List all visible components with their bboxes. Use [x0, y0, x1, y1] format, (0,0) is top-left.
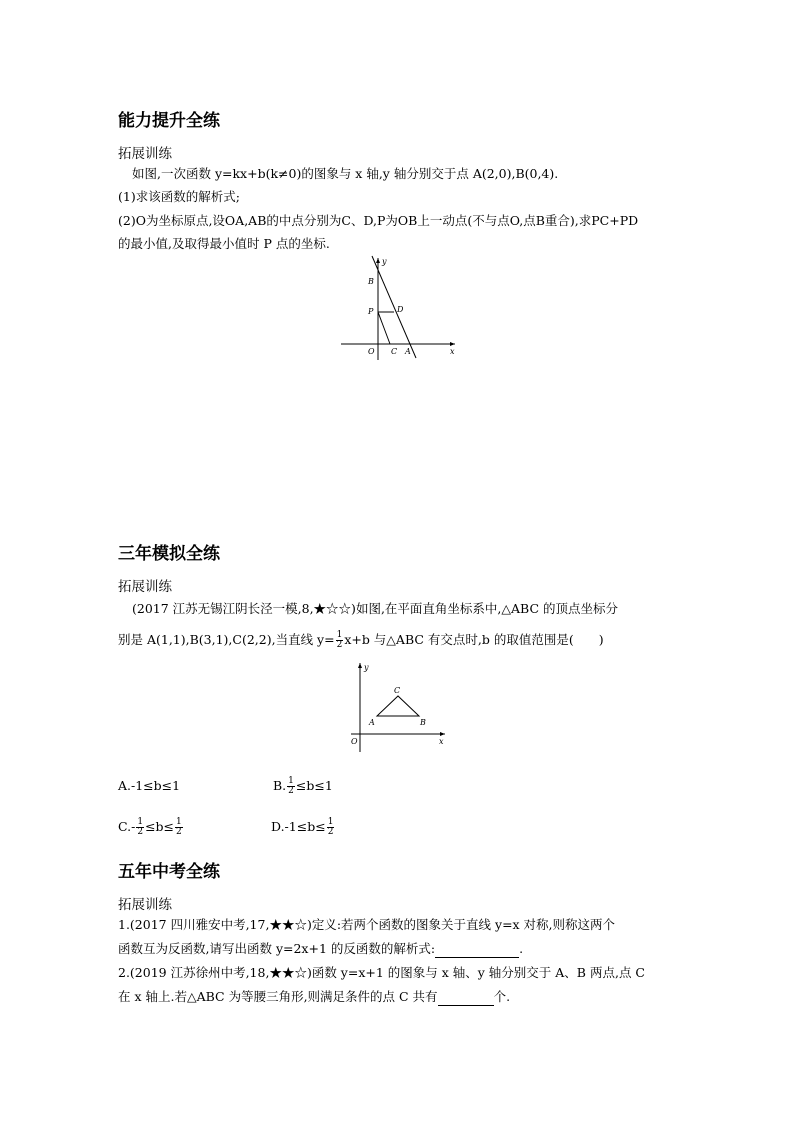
- fraction-denominator: 2: [176, 827, 182, 837]
- line2-before: 别是 A(1,1),B(3,1),C(2,2),当直线 y=: [118, 632, 335, 647]
- label-c: C: [391, 347, 398, 356]
- fraction-numerator: 1: [137, 817, 144, 827]
- question2-end: 个.: [493, 989, 511, 1004]
- section-heading-five-year: 五年中考全练: [118, 862, 220, 882]
- answer-blank[interactable]: [435, 941, 519, 958]
- line-ab: [372, 256, 416, 358]
- label-d: D: [397, 305, 404, 314]
- fraction-denominator: 2: [327, 827, 334, 837]
- question1-text: 函数互为反函数,请写出函数 y=2x+1 的反函数的解析式:: [118, 941, 436, 956]
- fraction: [136, 818, 144, 837]
- option-c-mid: ≤b≤: [145, 819, 175, 834]
- line2-after: x+b 与△ABC 有交点时,b 的取值范围是( ): [344, 632, 604, 647]
- label-y: y: [364, 663, 369, 672]
- section-heading-ability: 能力提升全练: [118, 111, 220, 131]
- fraction-denominator: 2: [137, 827, 144, 837]
- option-d-prefix: D.-1≤b≤: [271, 819, 326, 834]
- option-b: [273, 774, 333, 798]
- fraction: [175, 818, 183, 837]
- section-subheading: 拓展训练: [118, 146, 172, 162]
- x-axis-arrow: [450, 342, 455, 346]
- figure-linear-function: [335, 252, 460, 362]
- fraction: [287, 777, 295, 796]
- fraction-denominator: 2: [288, 786, 294, 796]
- option-a: A.-1≤b≤1: [118, 778, 181, 793]
- segment-pc: [378, 312, 390, 344]
- problem-text: 如图,一次函数 y=kx+b(k≠0)的图象与 x 轴,y 轴分别交于点 A(2,0),B(0,4).: [132, 166, 559, 181]
- section-heading-three-year: 三年模拟全练: [118, 544, 220, 564]
- label-c: C: [394, 686, 401, 695]
- option-b-suffix: ≤b≤1: [295, 778, 333, 793]
- label-x: x: [450, 347, 455, 356]
- section-subheading: 拓展训练: [118, 897, 172, 913]
- label-a: A: [405, 347, 411, 356]
- figure-triangle: [345, 658, 450, 753]
- y-axis-arrow: [358, 663, 362, 668]
- option-c-prefix: C.-: [118, 819, 136, 834]
- fraction-numerator: 1: [176, 817, 182, 827]
- option-d: [271, 815, 335, 839]
- y-axis-arrow: [376, 258, 380, 263]
- label-a: A: [369, 718, 375, 727]
- problem-part1: (1)求该函数的解析式;: [118, 189, 240, 204]
- fraction-half: [336, 631, 344, 650]
- question2-line2: [118, 989, 510, 1006]
- answer-blank[interactable]: [438, 989, 494, 1006]
- option-c: [118, 815, 184, 839]
- question1-line1: 1.(2017 四川雅安中考,17,★★☆)定义:若两个函数的图象关于直线 y=x 对称,则称这两个: [118, 917, 616, 932]
- fraction-numerator: 1: [327, 817, 334, 827]
- problem-part2-line1: (2)O为坐标原点,设OA,AB的中点分别为C、D,P为OB上一动点(不与点O,点B重合),求PC+PD: [118, 213, 639, 228]
- mock-problem-line2: [118, 628, 604, 652]
- x-axis-arrow: [440, 732, 445, 736]
- label-o: O: [368, 347, 375, 356]
- label-b: B: [420, 718, 426, 727]
- fraction-denominator: 2: [336, 640, 343, 650]
- section-subheading: 拓展训练: [118, 579, 172, 595]
- fraction-numerator: 1: [288, 776, 294, 786]
- option-b-prefix: B.: [273, 778, 287, 793]
- question2-line1: 2.(2019 江苏徐州中考,18,★★☆)函数 y=x+1 的图象与 x 轴、y 轴分别交于 A、B 两点,点 C: [118, 965, 645, 980]
- fraction: [327, 818, 335, 837]
- label-x: x: [439, 737, 444, 746]
- question1-end: .: [519, 941, 524, 956]
- triangle-abc: [377, 696, 419, 716]
- fraction-numerator: 1: [336, 630, 343, 640]
- problem-part2-line2: 的最小值,及取得最小值时 P 点的坐标.: [118, 236, 330, 251]
- mock-problem-line1: (2017 江苏无锡江阴长泾一模,8,★☆☆)如图,在平面直角坐标系中,△ABC 的顶点坐标分: [132, 601, 618, 616]
- label-y: y: [382, 257, 387, 266]
- question2-text: 在 x 轴上.若△ABC 为等腰三角形,则满足条件的点 C 共有: [118, 989, 438, 1004]
- question1-line2: [118, 941, 523, 958]
- label-o: O: [351, 737, 358, 746]
- label-b: B: [368, 277, 374, 286]
- label-p: P: [368, 307, 374, 316]
